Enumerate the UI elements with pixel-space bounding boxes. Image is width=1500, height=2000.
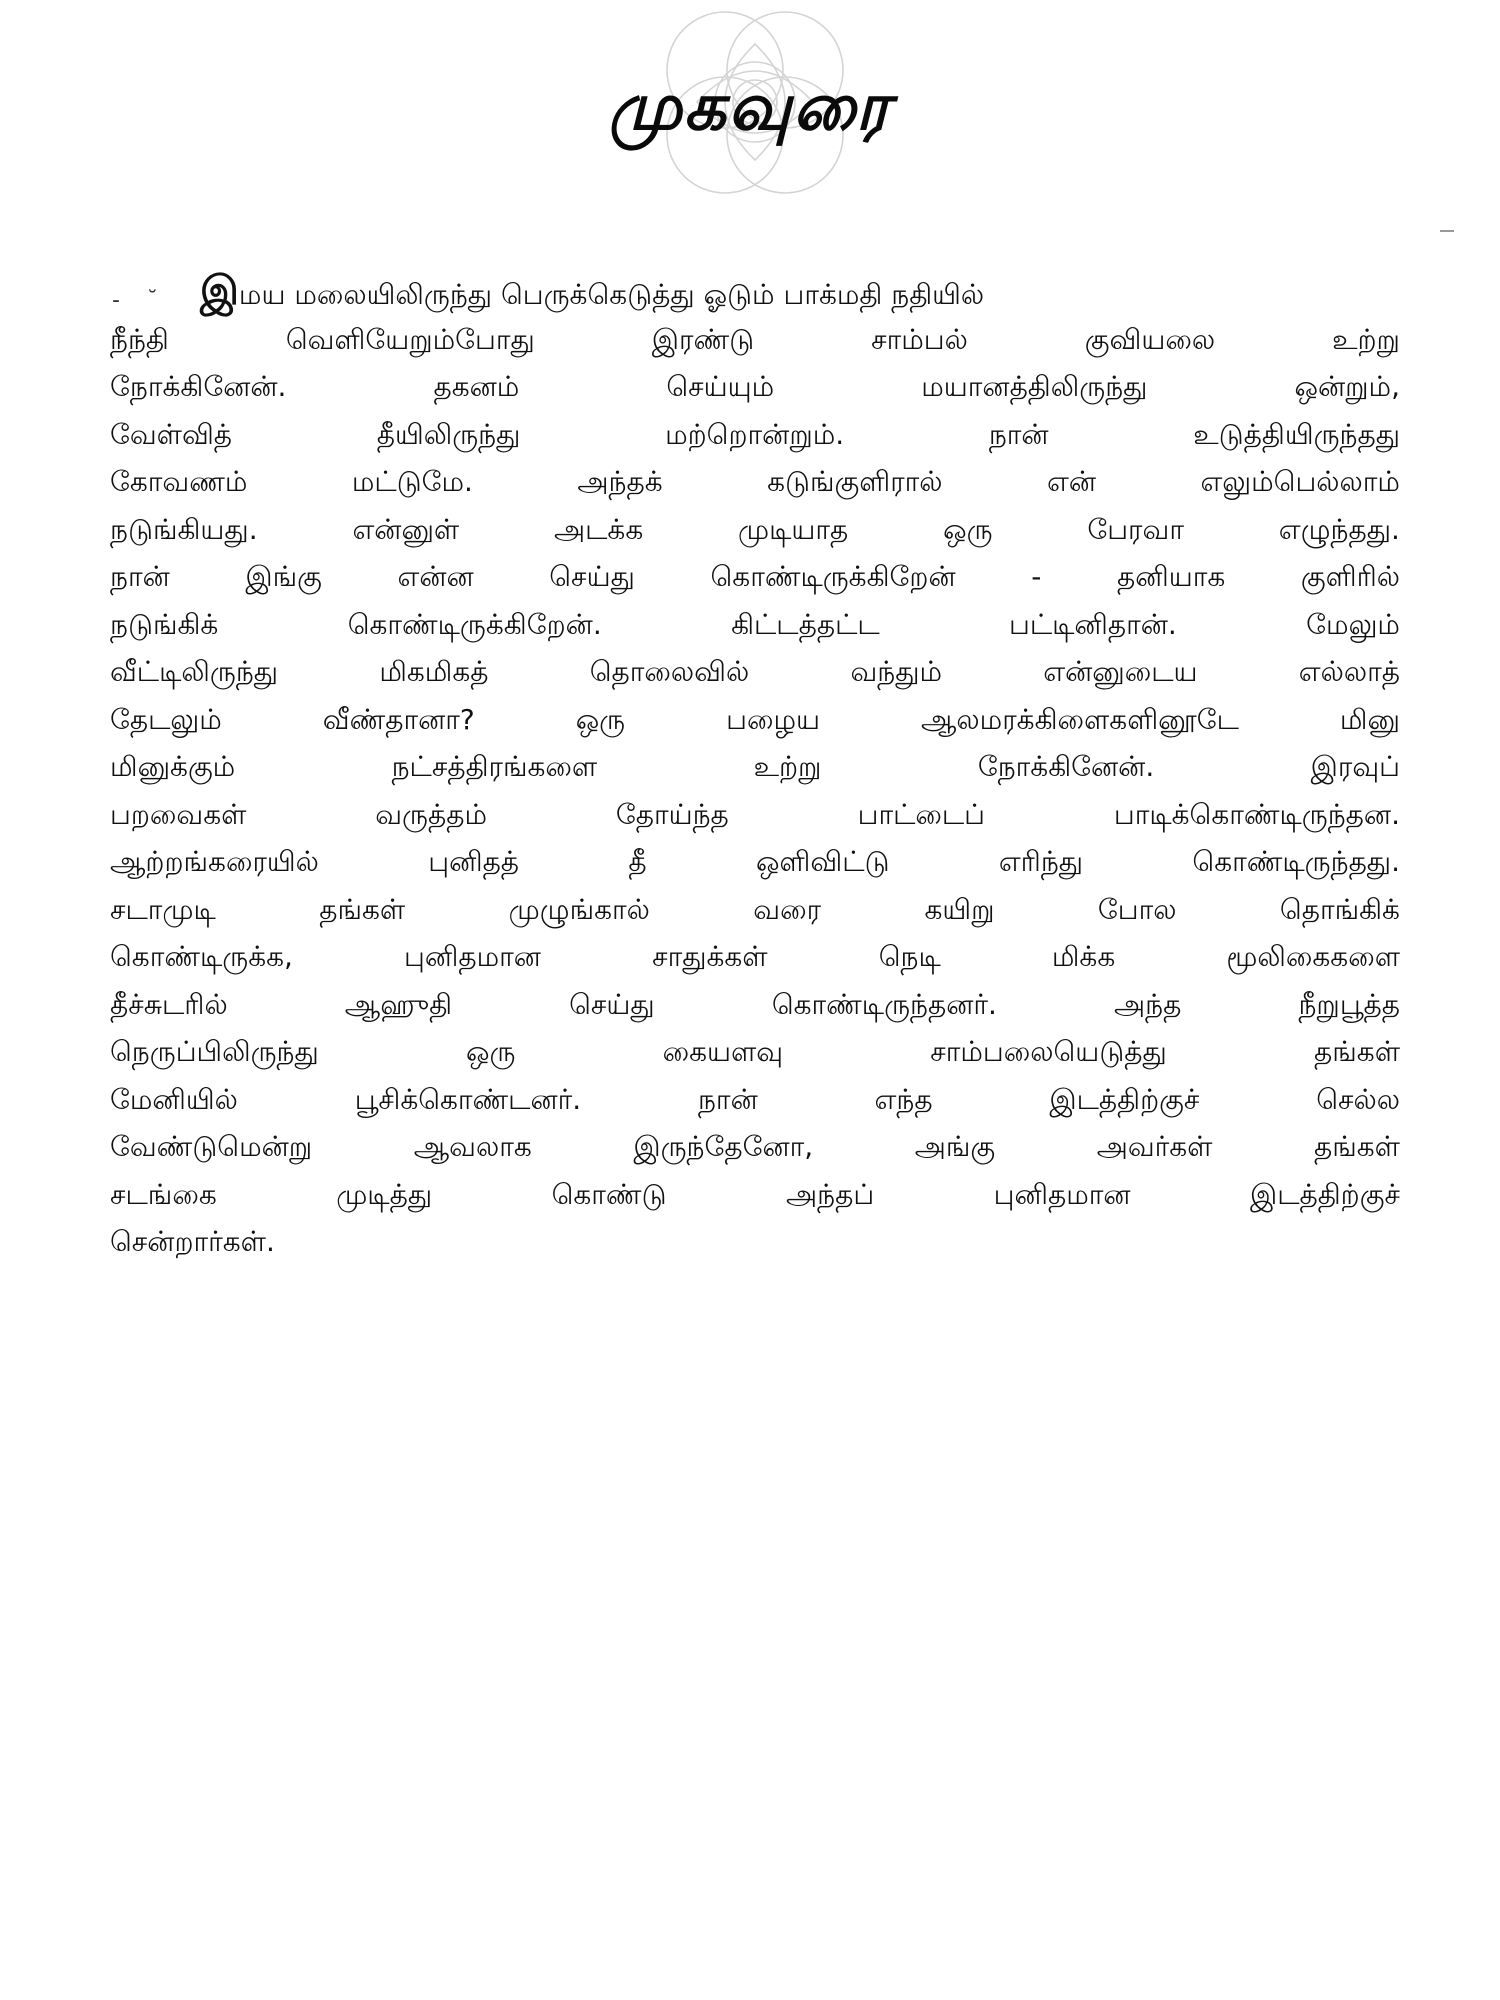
word: தங்கள்: [1314, 1035, 1400, 1068]
word: பாடிக்கொண்டிருந்தன.: [1113, 797, 1400, 831]
word: கொண்டிருந்தனர்.: [771, 987, 997, 1021]
word: முழுங்கால்: [508, 892, 650, 926]
word: ஆற்றங்கரையில்: [110, 845, 319, 878]
word: நீறுபூத்த: [1298, 987, 1400, 1021]
word: மற்றொன்றும்.: [665, 417, 845, 451]
word: இடத்திற்குச்: [1049, 1082, 1200, 1116]
word: வரை: [753, 892, 822, 926]
word: புனிதமான: [404, 940, 541, 973]
word: இருந்தேனோ,: [633, 1130, 814, 1163]
word: வீண்தானா?: [322, 702, 475, 736]
word: நட்சத்திரங்களை: [391, 750, 598, 783]
word: தீயிலிருந்து: [376, 417, 521, 451]
word: தொலைவில்: [589, 655, 750, 688]
word: கொண்டு: [551, 1177, 667, 1211]
word: தகனம்: [433, 370, 520, 403]
word: போல: [1097, 892, 1177, 926]
word: தோய்ந்த: [615, 797, 729, 831]
word: நோக்கினேன்.: [977, 750, 1155, 783]
word: செய்து: [549, 560, 635, 593]
word: செய்து: [569, 987, 655, 1021]
word: உற்று: [1332, 322, 1400, 356]
word: தனியாக: [1116, 560, 1226, 593]
word: மயானத்திலிருந்து: [921, 370, 1148, 403]
word: என்: [1046, 465, 1096, 498]
paragraph-line: [110, 601, 1400, 649]
word: நெருப்பிலிருந்து: [110, 1035, 319, 1068]
word: ஒளிவிட்டு: [755, 845, 890, 878]
word: எந்த: [874, 1082, 933, 1116]
word: எரிந்து: [998, 845, 1084, 878]
word: வேண்டுமென்று: [110, 1130, 313, 1163]
word: உற்று: [753, 750, 822, 783]
word: இரண்டு: [651, 322, 755, 356]
paragraph-line: [110, 1028, 1400, 1076]
word: அடக்க: [554, 512, 644, 546]
word: எல்லாத்: [1298, 655, 1400, 688]
word: வெளியேறும்போது: [285, 322, 535, 356]
word: உடுத்தியிருந்தது: [1193, 417, 1400, 451]
word: இரவுப்: [1310, 750, 1400, 783]
paragraph-line: [110, 363, 1400, 411]
word: நான்: [697, 1082, 758, 1116]
stray-marks: - ˘: [112, 288, 168, 313]
word: சாதுக்கள்: [652, 940, 768, 973]
edge-mark: [1440, 230, 1454, 232]
word: கிட்டத்தட்ட: [731, 607, 880, 641]
word: சாம்பலையெடுத்து: [930, 1035, 1167, 1068]
page-title: முகவுரை: [608, 68, 892, 145]
paragraph-line: [110, 648, 1400, 696]
word: அவர்கள்: [1096, 1130, 1213, 1163]
word: மட்டுமே.: [351, 465, 473, 498]
word: அந்தக்: [577, 465, 663, 498]
word: ஒரு: [943, 512, 993, 546]
word: எலும்பெல்லாம்: [1200, 465, 1400, 498]
paragraph-line-text: சென்றார்கள்.: [110, 1225, 275, 1258]
word: முடியாத: [738, 512, 849, 546]
word: கொண்டிருக்கிறேன்: [710, 560, 956, 593]
word: பழைய: [726, 702, 821, 736]
paragraph-line: [110, 1123, 1400, 1171]
word: ஆலமரக்கிளைகளினூடே: [921, 702, 1239, 736]
word: குவியலை: [1084, 322, 1216, 356]
paragraph-line: [110, 553, 1400, 601]
word: வீட்டிலிருந்து: [110, 655, 279, 688]
word: இங்கு: [245, 560, 322, 593]
word: புனிதமான: [993, 1177, 1131, 1211]
word: மினுக்கும்: [110, 750, 236, 783]
word: நீந்தி: [110, 322, 169, 356]
word: நோக்கினேன்.: [110, 370, 287, 403]
word: தேடலும்: [110, 702, 222, 736]
word: பேரவா: [1087, 512, 1184, 546]
word: பறவைகள்: [110, 797, 247, 831]
word: நான்: [988, 417, 1049, 451]
paragraph-line: [110, 933, 1400, 981]
word: பட்டினிதான்.: [1008, 607, 1177, 641]
word: அங்கு: [914, 1130, 996, 1163]
preface-paragraph: [110, 268, 1400, 1266]
word: மூலிகைகளை: [1226, 940, 1400, 973]
word: செல்ல: [1316, 1082, 1400, 1116]
word: பூசிக்கொண்டனர்.: [354, 1082, 582, 1116]
paragraph-line: [110, 458, 1400, 506]
word: குளிரில்: [1300, 560, 1400, 593]
word: கையளவு: [662, 1035, 784, 1068]
word: பாட்டைப்: [857, 797, 986, 831]
word: ஒரு: [575, 702, 626, 736]
word: மேலும்: [1306, 607, 1400, 641]
word: அந்தப்: [786, 1177, 875, 1211]
word: முடித்து: [336, 1177, 433, 1211]
word: சாம்பல்: [871, 322, 968, 356]
paragraph-line: [110, 696, 1400, 744]
word: -: [1031, 560, 1042, 593]
word: செய்யும்: [666, 370, 775, 403]
paragraph-line: [110, 886, 1400, 934]
word: எழுந்தது.: [1278, 512, 1400, 546]
word: கடுங்குளிரால்: [767, 465, 943, 498]
word: தீ: [628, 845, 647, 878]
word: மிக்க: [1051, 940, 1116, 973]
paragraph-line: [110, 506, 1400, 554]
paragraph-line: [110, 791, 1400, 839]
word: வருத்தம்: [375, 797, 487, 831]
word: புனிதத்: [428, 845, 520, 878]
drop-cap: இ: [200, 268, 239, 314]
word: அந்த: [1114, 987, 1182, 1021]
paragraph-line: [110, 316, 1400, 364]
paragraph-line: [110, 981, 1400, 1029]
word: கொண்டிருந்தது.: [1192, 845, 1400, 878]
word: ஆஹுதி: [344, 987, 453, 1021]
paragraph-line: [110, 743, 1400, 791]
word: தங்கள்: [1314, 1130, 1400, 1163]
word: வேள்வித்: [110, 417, 233, 451]
word: மிகமிகத்: [379, 655, 489, 688]
word: நடுங்கியது.: [110, 512, 258, 546]
word: கோவணம்: [110, 465, 248, 498]
word: தங்கள்: [319, 892, 406, 926]
word: கயிறு: [924, 892, 995, 926]
word: நடுங்கிக்: [110, 607, 219, 641]
paragraph-line: [110, 1171, 1400, 1219]
word: தீச்சுடரில்: [110, 987, 228, 1021]
word: சடாமுடி: [110, 892, 216, 926]
word: சடங்கை: [110, 1177, 217, 1211]
word: கொண்டிருக்க,: [110, 940, 293, 973]
word: மேனியில்: [110, 1082, 238, 1116]
paragraph-line: [110, 1218, 1400, 1266]
word: என்னுள்: [352, 512, 460, 546]
word: என்னுடைய: [1043, 655, 1198, 688]
word: ஒரு: [465, 1035, 516, 1068]
word: வந்தும்: [850, 655, 943, 688]
paragraph-line: [110, 411, 1400, 459]
word: மினு: [1339, 702, 1400, 736]
paragraph-line: [110, 268, 1400, 316]
word: நெடி: [878, 940, 941, 973]
word: ஒன்றும்,: [1294, 370, 1400, 403]
word: இடத்திற்குச்: [1249, 1177, 1400, 1211]
word: நான்: [110, 560, 170, 593]
word: தொங்கிக்: [1279, 892, 1400, 926]
word: கொண்டிருக்கிறேன்.: [347, 607, 602, 641]
paragraph-line: [110, 838, 1400, 886]
word: ஆவலாக: [413, 1130, 532, 1163]
word: என்ன: [397, 560, 474, 593]
paragraph-line-text: இமய மலையிலிருந்து பெருக்கெடுத்து ஓடும் பாக்மதி நதியில்: [200, 268, 985, 314]
paragraph-line: [110, 1076, 1400, 1124]
